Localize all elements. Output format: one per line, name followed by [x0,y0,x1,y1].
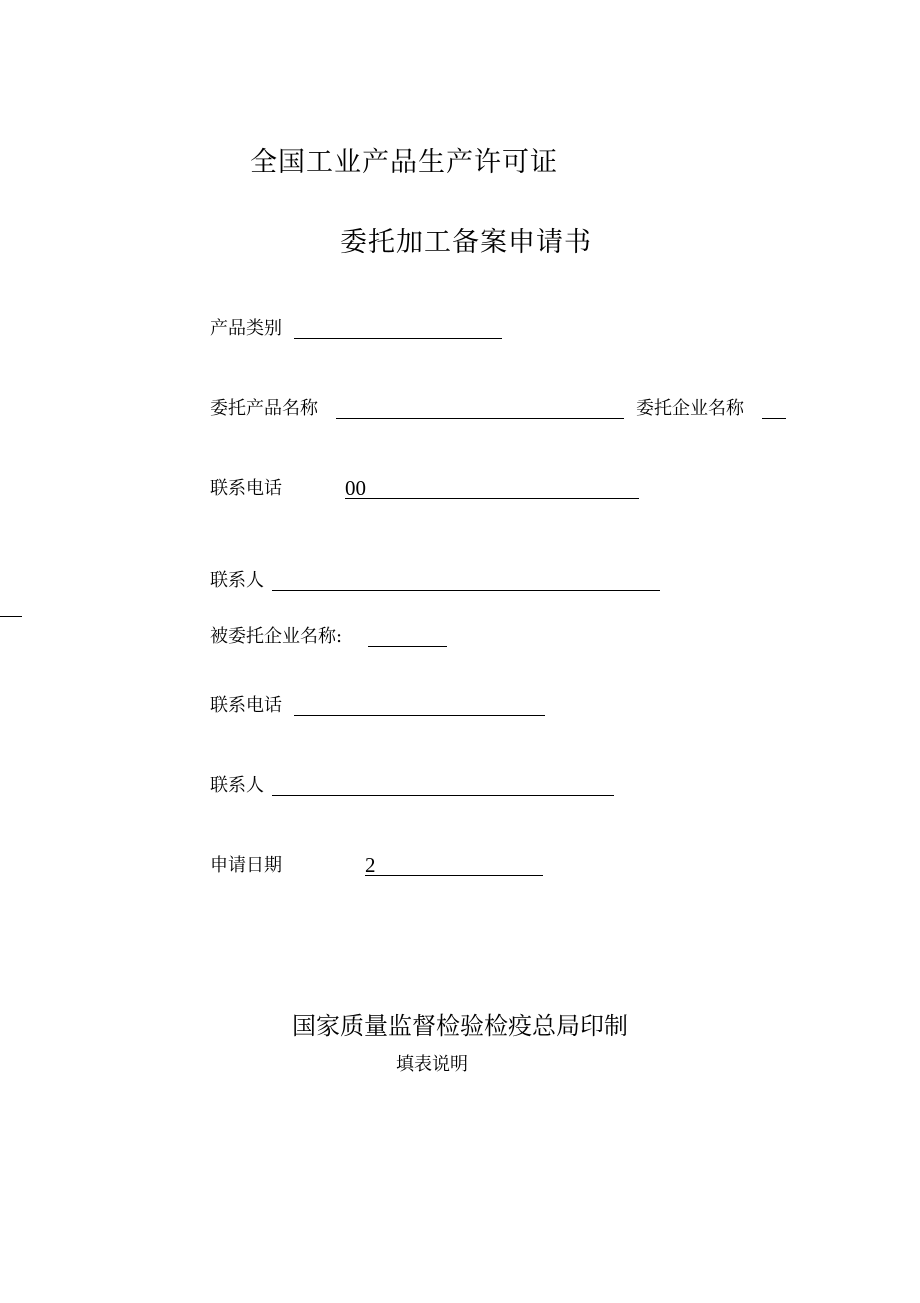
application-date-label: 申请日期 [210,855,282,876]
entrusting-company-name-label: 委托企业名称 [636,398,744,419]
instructions-heading: 填表说明 [396,1054,468,1075]
entrusted-company-name-field[interactable] [368,646,447,647]
entrusted-company-name-label: 被委托企业名称: [210,626,343,647]
document-title-line2: 委托加工备案申请书 [340,227,592,258]
entrusted-product-name-label: 委托产品名称 [210,398,318,419]
entrusting-company-name-field[interactable] [762,418,786,419]
entrusted-phone-field[interactable] [294,715,545,716]
entrusted-phone-label: 联系电话 [210,695,282,716]
document-title-line1: 全国工业产品生产许可证 [250,147,558,178]
entrusting-contact-field[interactable] [272,590,660,591]
application-date-value: 2 [365,853,376,877]
entrusted-contact-label: 联系人 [210,775,264,796]
issuer-statement: 国家质量监督检验检疫总局印制 [292,1012,628,1040]
application-date-field[interactable] [365,875,543,876]
entrusting-phone-field[interactable] [345,498,639,499]
entrusted-product-name-field[interactable] [336,418,624,419]
product-category-label: 产品类别 [210,318,282,339]
entrusting-contact-label: 联系人 [210,570,264,591]
entrusting-phone-value: 00 [345,476,366,500]
margin-dash-mark [0,616,22,617]
product-category-field[interactable] [294,338,502,339]
entrusted-contact-field[interactable] [272,795,614,796]
entrusting-phone-label: 联系电话 [210,478,282,499]
